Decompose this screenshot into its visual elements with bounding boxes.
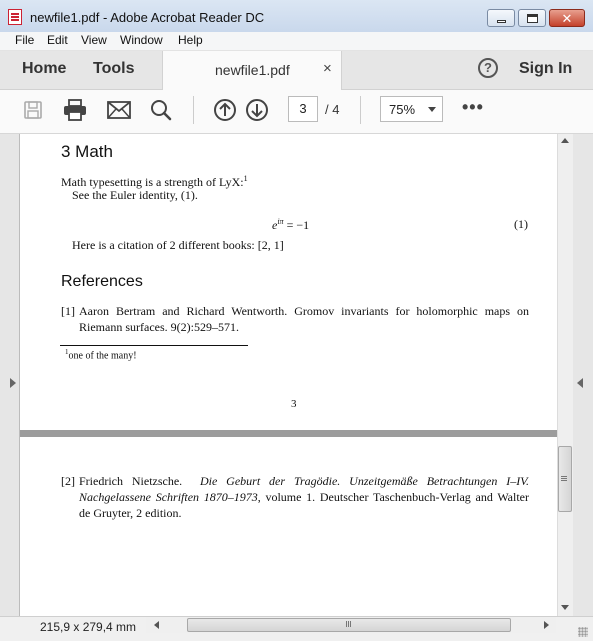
- paragraph-text: Math typesetting is a strength of LyX:: [61, 175, 244, 189]
- bib-label: [1]: [61, 304, 75, 318]
- vertical-scroll-thumb[interactable]: [558, 446, 572, 512]
- menu-edit[interactable]: Edit: [47, 33, 68, 47]
- paragraph: Here is a citation of 2 different books: [2, 1]: [72, 238, 284, 252]
- menu-window[interactable]: Window: [120, 33, 163, 47]
- menu-file[interactable]: File: [15, 33, 35, 47]
- equation-exponent: iπ: [277, 217, 284, 226]
- menu-view[interactable]: View: [81, 33, 107, 47]
- left-panel-toggle[interactable]: [0, 134, 19, 616]
- footnote-text: one of the many!: [68, 350, 137, 362]
- zoom-value: 75%: [389, 102, 416, 117]
- bib-title: Die Geburt der Tragödie. Unzeitgemäße Betrachtungen I–IV. Nachgelassene Schriften 1870–1973: [79, 474, 530, 504]
- section-heading: 3 Math: [61, 142, 113, 161]
- close-icon: ✕: [561, 10, 573, 26]
- footnote-number: 1: [65, 348, 69, 356]
- equation-base: e: [272, 218, 278, 232]
- bib-label: [2]: [61, 474, 75, 488]
- maximize-button[interactable]: [518, 9, 546, 27]
- page-number-input[interactable]: 3: [288, 96, 318, 122]
- bib-entry: Aaron Bertram and Richard Wentworth. Gromov invariants for holomorphic maps on Riemann surfaces. 9(2):529–571.: [79, 304, 529, 334]
- vertical-scrollbar[interactable]: [557, 134, 573, 616]
- tab-document[interactable]: [162, 51, 342, 90]
- pdf-page-3: [20, 134, 557, 430]
- save-icon[interactable]: [20, 97, 46, 123]
- chevron-down-icon: [428, 107, 436, 112]
- previous-page-icon[interactable]: [212, 97, 238, 123]
- equation: [272, 217, 309, 233]
- scroll-grip-icon: [346, 621, 347, 627]
- scroll-down-icon[interactable]: [561, 605, 569, 610]
- document-tab-label: newfile1.pdf: [215, 62, 290, 78]
- right-panel-toggle[interactable]: [573, 134, 593, 616]
- expand-left-panel-icon[interactable]: [10, 378, 16, 388]
- bib-entry: [79, 473, 529, 521]
- resize-grip-icon[interactable]: [578, 627, 588, 637]
- equation-number: (1): [514, 217, 528, 231]
- acrobat-pdf-icon: [8, 9, 22, 25]
- close-tab-icon[interactable]: ×: [323, 60, 332, 77]
- help-icon[interactable]: ?: [478, 58, 498, 78]
- scroll-grip-icon: [561, 476, 567, 477]
- scroll-up-icon[interactable]: [561, 138, 569, 143]
- equation-rhs: = −1: [283, 218, 310, 232]
- window-title: newfile1.pdf - Adobe Acrobat Reader DC: [30, 10, 265, 25]
- pdf-page-4: [20, 437, 557, 616]
- page-separator: [20, 430, 557, 437]
- page-total-label: / 4: [325, 102, 340, 117]
- horizontal-scroll-thumb[interactable]: [187, 618, 511, 632]
- footnote-marker: 1: [243, 174, 248, 183]
- toolbar-divider: [193, 96, 194, 124]
- zoom-select[interactable]: [380, 96, 443, 122]
- minimize-button[interactable]: [487, 9, 515, 27]
- next-page-icon[interactable]: [244, 97, 270, 123]
- email-icon[interactable]: [106, 97, 132, 123]
- tab-tools[interactable]: Tools: [93, 60, 135, 77]
- more-tools-icon[interactable]: •••: [462, 97, 484, 117]
- paragraph: See the Euler identity, (1).: [72, 188, 198, 202]
- search-icon[interactable]: [148, 97, 174, 123]
- references-heading: References: [61, 273, 143, 290]
- print-icon[interactable]: [62, 97, 88, 123]
- maximize-icon: [527, 14, 538, 23]
- page-number: 3: [291, 398, 297, 410]
- close-window-button[interactable]: [549, 9, 585, 27]
- scroll-right-icon[interactable]: [544, 621, 549, 629]
- footnote-rule: [60, 345, 248, 346]
- toolbar-divider: [360, 96, 361, 124]
- tab-home[interactable]: Home: [22, 60, 67, 77]
- sign-in-button[interactable]: Sign In: [519, 60, 573, 77]
- page-size-label: 215,9 x 279,4 mm: [40, 620, 137, 634]
- bib-details: , volume 1. Deutscher Taschenbuch-Verlag and Walter de Gruyter, 2 edition.: [79, 490, 529, 520]
- scroll-left-icon[interactable]: [154, 621, 159, 629]
- footnote: [65, 348, 137, 361]
- minimize-icon: [497, 20, 506, 23]
- menu-help[interactable]: Help: [178, 33, 203, 47]
- bib-author: Friedrich Nietzsche.: [79, 474, 183, 488]
- expand-right-panel-icon[interactable]: [577, 378, 583, 388]
